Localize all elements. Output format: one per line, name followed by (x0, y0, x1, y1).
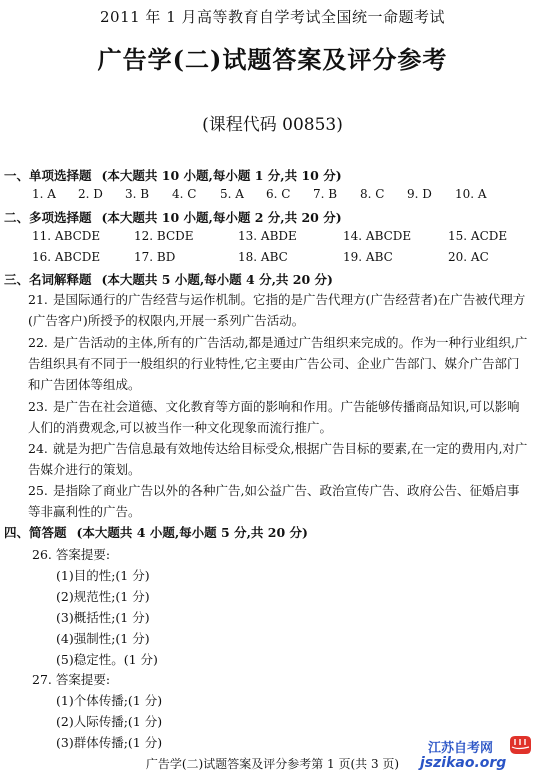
answer-point: (3)群体传播;(1 分) (56, 735, 163, 750)
answer-item (28, 289, 528, 331)
watermark-url: jszikao.org (420, 755, 507, 771)
section-note: (本大题共 10 小题,每小题 2 分,共 20 分) (101, 210, 342, 225)
section-note: (本大题共 10 小题,每小题 1 分,共 10 分) (101, 168, 342, 183)
item-text: 是指除了商业广告以外的各种广告,如公益广告、政治宣传广告、政府公告、征婚启事等非赢利性的广告。 (28, 483, 520, 519)
answer-choice: 12. BCDE (134, 229, 194, 243)
section-title: 二、多项选择题 (4, 210, 92, 225)
answer-choice: 14. ABCDE (343, 229, 412, 243)
item-text: 是广告在社会道德、文化教育等方面的影响和作用。广告能够传播商品知识,可以影响人们的消费观念,可以被当作一种文化现象而流行推广。 (28, 399, 520, 435)
answer-choice: 7. B (313, 187, 338, 201)
item-text: 是广告活动的主体,所有的广告活动,都是通过广告组织来完成的。作为一种行业组织,广告组织具有不同于一般组织的行业特性,它主要由广告公司、企业广告部门、媒介广告部门和广告团体等组成。 (28, 335, 528, 392)
exam-title: 2011 年 1 月高等教育自学考试全国统一命题考试 (99, 8, 446, 26)
section-heading-short-answer (4, 523, 308, 541)
answer-choice: 3. B (125, 187, 150, 201)
answer-choice: 8. C (360, 187, 385, 201)
watermark-title: 江苏自考网 (428, 741, 494, 756)
section-heading-term-explanation (4, 270, 333, 288)
answer-choice: 17. BD (134, 250, 176, 264)
page-title: 广告学(二)试题答案及评分参考 (97, 45, 448, 74)
answer-choice: 5. A (220, 187, 244, 201)
item-number: 23. (28, 399, 48, 414)
answer-choice: 9. D (407, 187, 432, 201)
answer-point: (2)规范性;(1 分) (56, 589, 150, 604)
item-number: 22. (28, 335, 48, 350)
answer-point: (3)概括性;(1 分) (56, 610, 150, 625)
answer-item (28, 396, 528, 438)
item-text: 就是为把广告信息最有效地传达给目标受众,根据广告目标的要素,在一定的费用内,对广告媒介进行的策划。 (28, 441, 528, 477)
item-number: 25. (28, 483, 48, 498)
answer-point: (2)人际传播;(1 分) (56, 714, 163, 729)
answer-choice: 2. D (78, 187, 103, 201)
answer-choice: 6. C (266, 187, 291, 201)
answer-item (28, 332, 528, 395)
section-title: 四、简答题 (4, 525, 67, 540)
answer-choice: 15. ACDE (448, 229, 508, 243)
answer-point: (1)个体传播;(1 分) (56, 693, 163, 708)
section-note: (本大题共 4 小题,每小题 5 分,共 20 分) (76, 525, 308, 540)
answer-choice: 11. ABCDE (32, 229, 101, 243)
fist-icon (506, 733, 534, 757)
answer-choice: 4. C (172, 187, 197, 201)
page-footer: 广告学(二)试题答案及评分参考第 1 页(共 3 页) (145, 757, 400, 771)
answer-choice: 10. A (455, 187, 487, 201)
answer-item (28, 480, 528, 522)
item-text: 是国际通行的广告经营与运作机制。它指的是广告代理方(广告经营者)在广告被代理方(广告客户)所授予的权限内,开展一系列广告活动。 (28, 292, 526, 328)
site-watermark (418, 731, 538, 773)
answer-choice: 20. AC (448, 250, 489, 264)
answer-choice: 18. ABC (238, 250, 288, 264)
item-number: 24. (28, 441, 48, 456)
section-heading-single-choice (4, 166, 342, 184)
answer-choice: 13. ABDE (238, 229, 297, 243)
item-number: 21. (28, 292, 48, 307)
answer-point: (5)稳定性。(1 分) (56, 652, 158, 667)
question-27-label: 27. 答案提要: (32, 672, 111, 687)
answer-item (28, 438, 528, 480)
answer-point: (4)强制性;(1 分) (56, 631, 150, 646)
answer-point: (1)目的性;(1 分) (56, 568, 150, 583)
answer-choice: 16. ABCDE (32, 250, 101, 264)
answer-choice: 19. ABC (343, 250, 393, 264)
section-note: (本大题共 5 小题,每小题 4 分,共 20 分) (101, 272, 333, 287)
answer-choice: 1. A (32, 187, 56, 201)
section-title: 三、名词解释题 (4, 272, 92, 287)
section-heading-multiple-choice (4, 208, 342, 226)
course-code: (课程代码 00853) (202, 115, 343, 135)
section-title: 一、单项选择题 (4, 168, 92, 183)
question-26-label: 26. 答案提要: (32, 547, 111, 562)
